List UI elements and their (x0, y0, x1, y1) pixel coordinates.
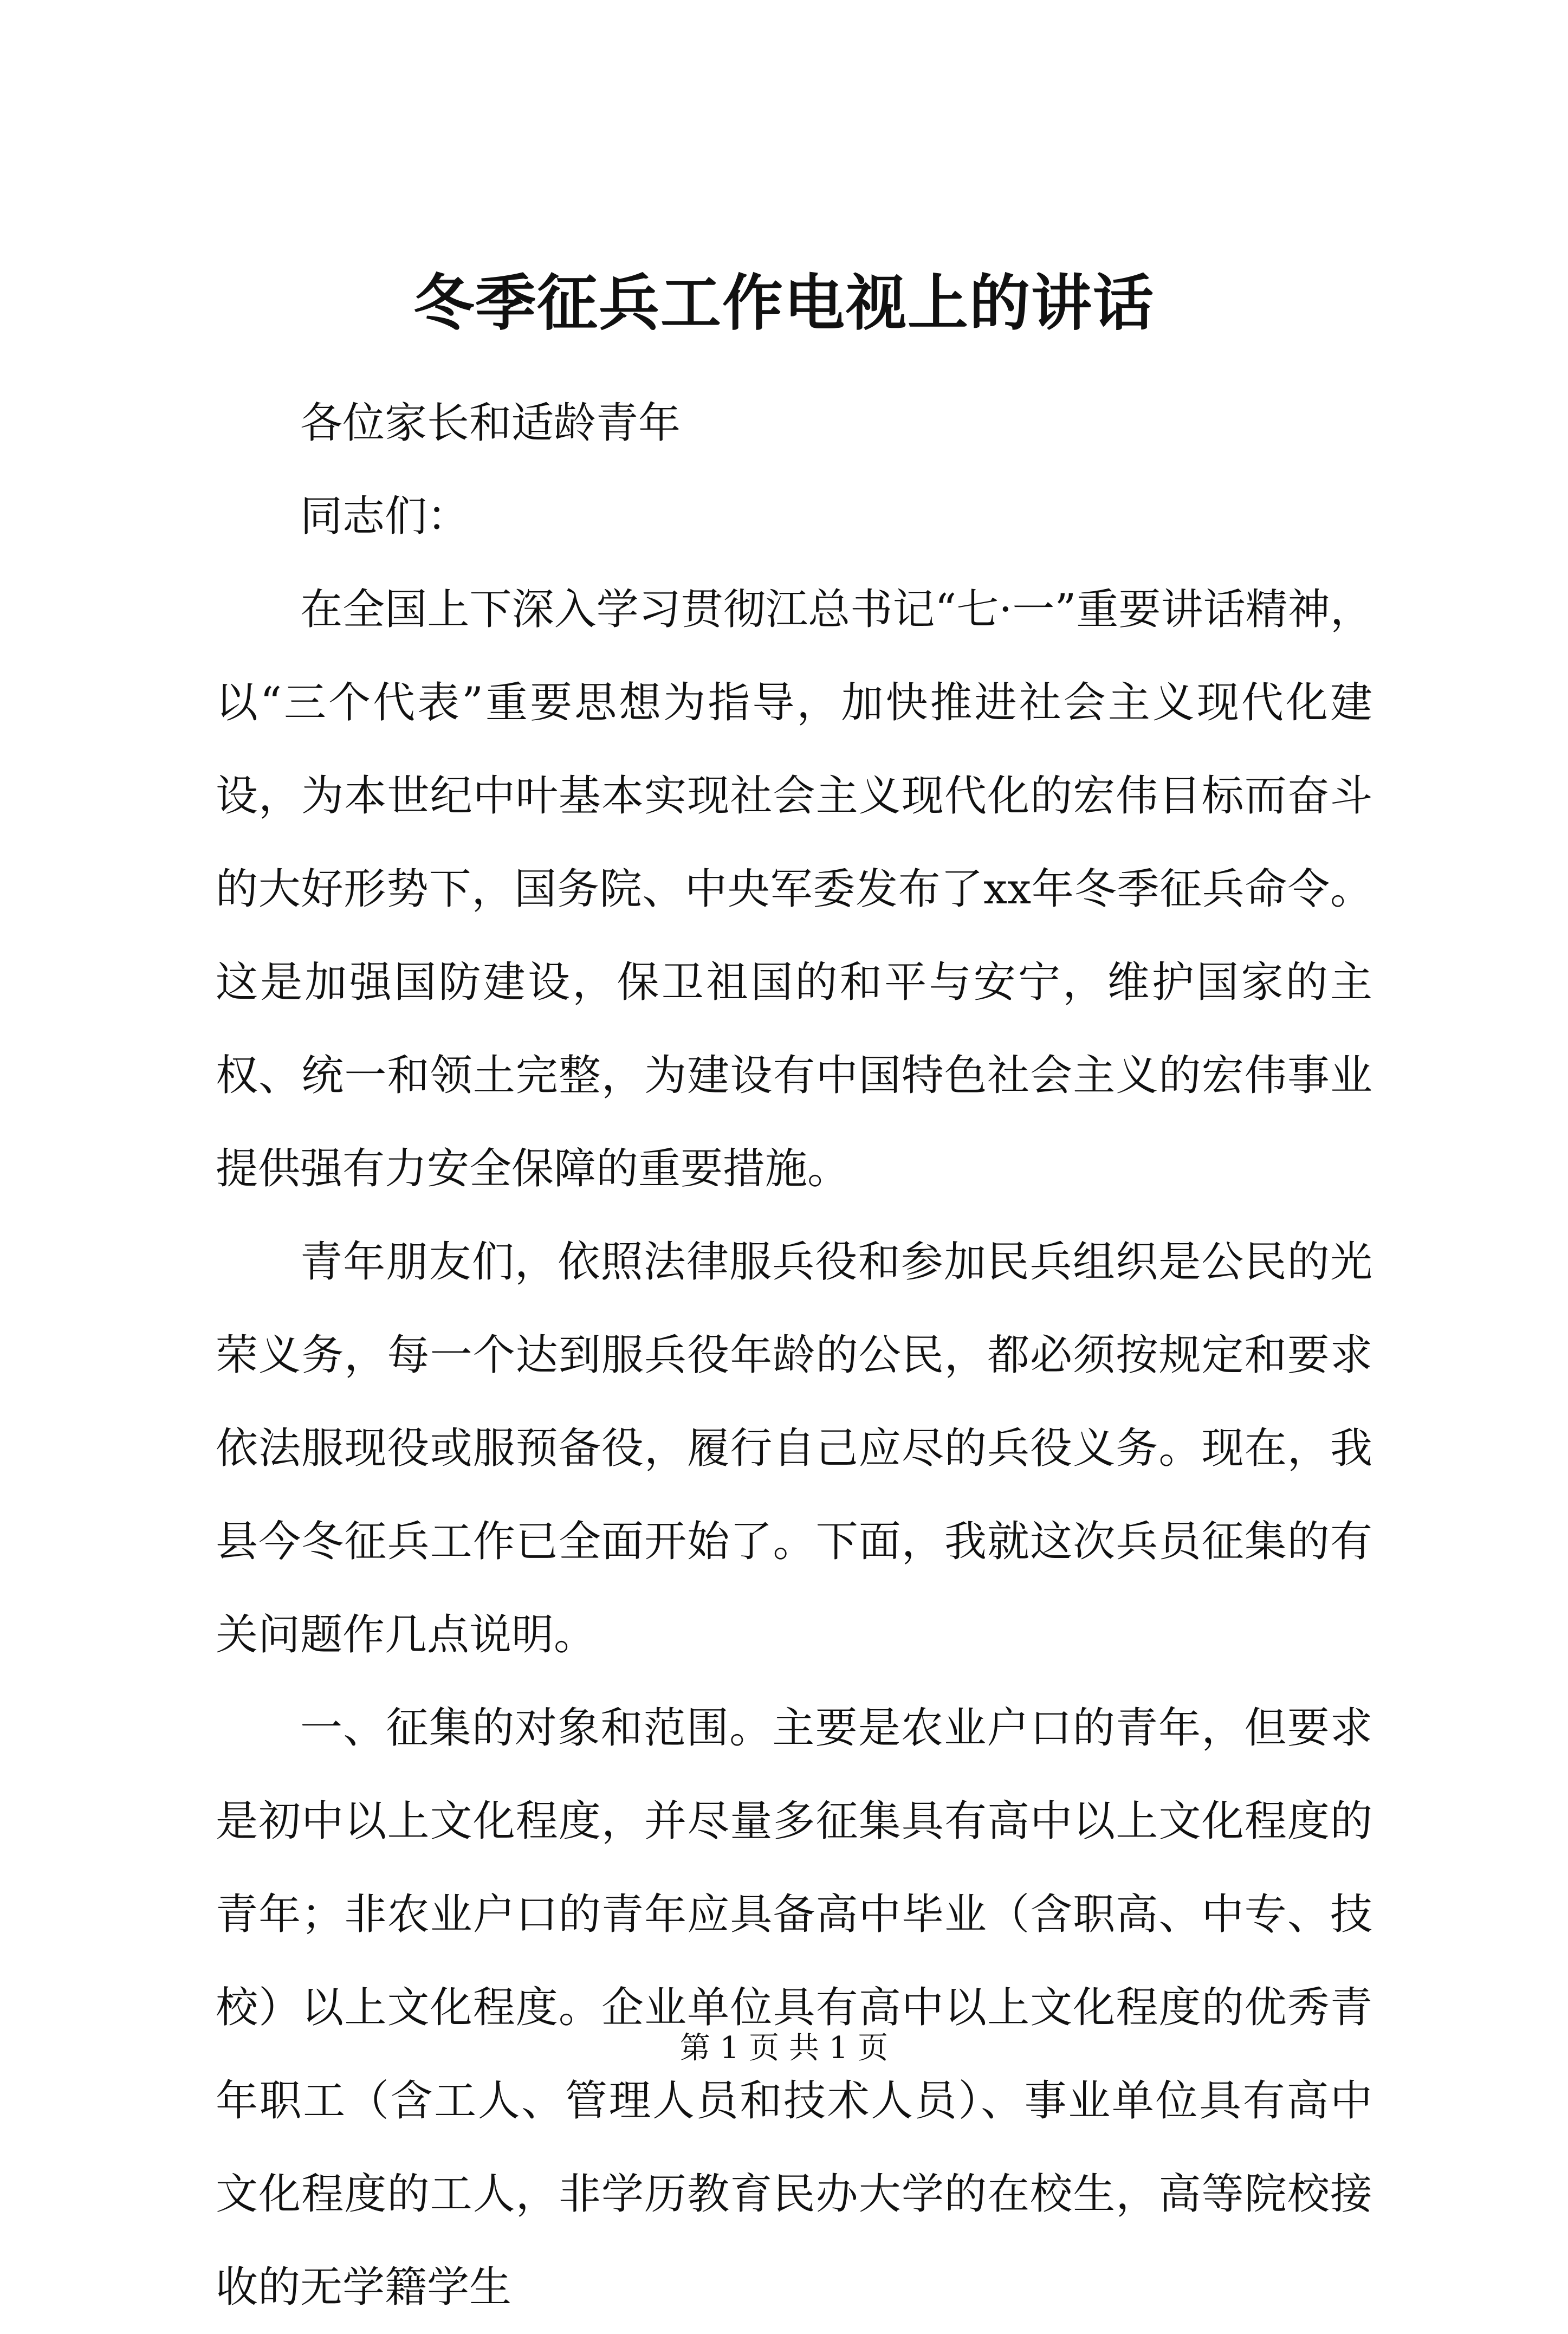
page-footer: 第 1 页 共 1 页 (679, 2031, 889, 2066)
body-paragraph: 一、征集的对象和范围。主要是农业户口的青年，但要求是初中以上文化程度，并尽量多征集具有高中以上文化程度的青年；非农业户口的青年应具备高中毕业（含职高、中专、技校）以上文化程度。企业单位具有高中以上文化程度的优秀青年职工（含工人、管理人员和技术人员）、事业单位具有高中文化程度的工人，非学历教育民办大学的在校生，高等院校接收的无学籍学生 (216, 1704, 1372, 2312)
salutation-line: 同志们： (300, 492, 470, 541)
document-title: 冬季征兵工作电视上的讲话 (413, 268, 1155, 339)
body-paragraph: 在全国上下深入学习贯彻江总书记“七·一”重要讲话精神，以“三个代表”重要思想为指导，加快推进社会主义现代化建设，为本世纪中叶基本实现社会主义现代化的宏伟目标而奋斗的大好形势下，国务院、中央军委发布了xx年冬季征兵命令。这是加强国防建设，保卫祖国的和平与安宁，维护国家的主权、统一和领土完整，为建设有中国特色社会主义的宏伟事业提供强有力安全保障的重要措施。 (216, 585, 1372, 1193)
body-paragraph: 青年朋友们，依照法律服兵役和参加民兵组织是公民的光荣义务，每一个达到服兵役年龄的公民，都必须按规定和要求依法服现役或服预备役，履行自己应尽的兵役义务。现在，我县今冬征兵工作已全面开始了。下面，我就这次兵员征集的有关问题作几点说明。 (216, 1238, 1372, 1659)
salutation-line: 各位家长和适龄青年 (300, 399, 681, 448)
